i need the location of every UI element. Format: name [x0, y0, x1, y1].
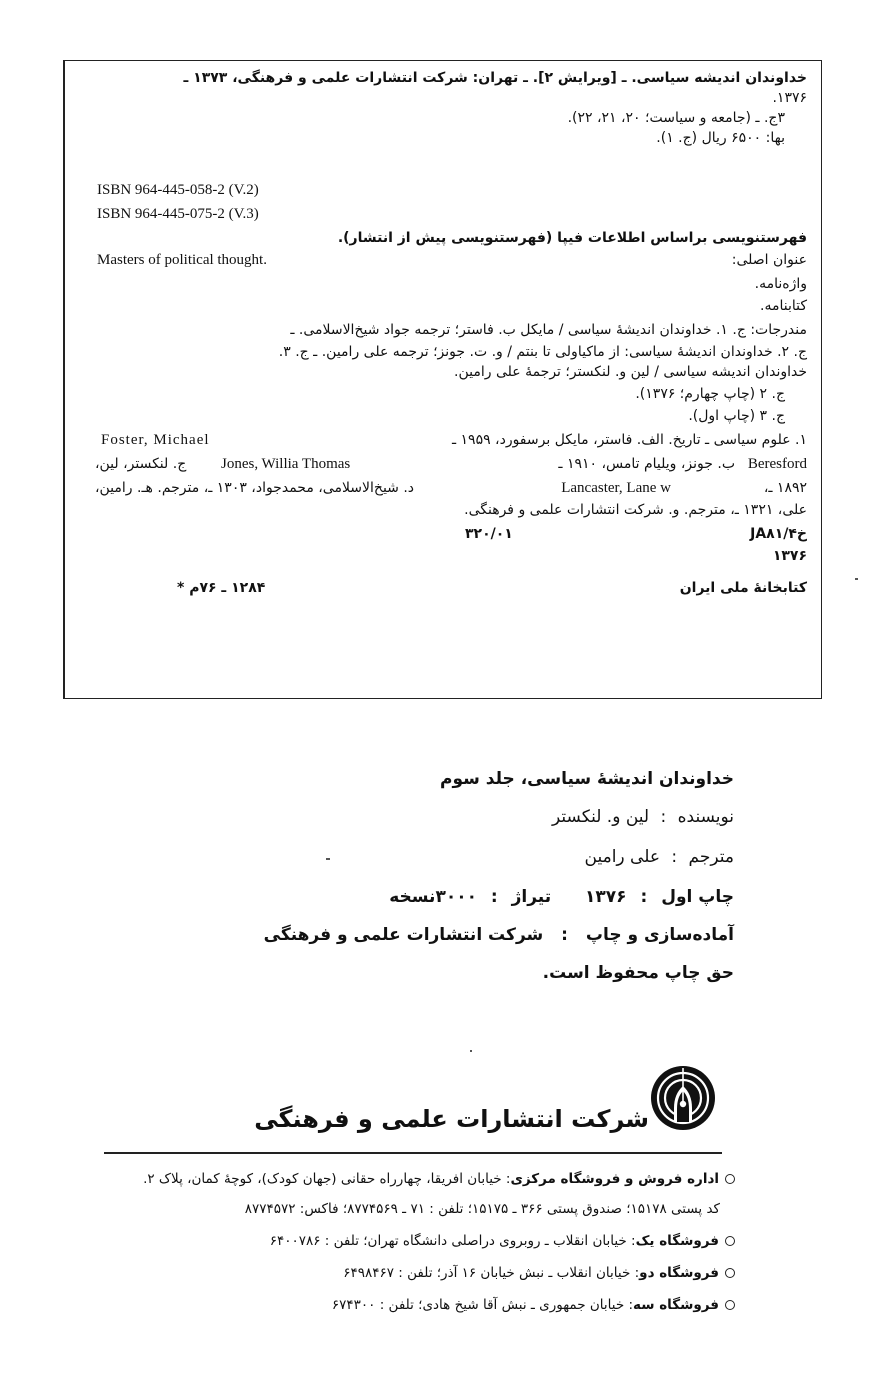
- subject-line2-fa-b: ج. لنکستر، لین،: [95, 456, 187, 472]
- contents-line1: مندرجات: ج. ۱. خداوندان اندیشهٔ سیاسی / مایکل ب. فاستر؛ ترجمه جواد شیخ‌الاسلامی. ـ: [290, 322, 807, 338]
- address-label: اداره فروش و فروشگاه مرکزی: [510, 1171, 719, 1187]
- colophon-title: خداوندان اندیشهٔ سیاسی، جلد سوم: [440, 769, 734, 789]
- bullet-icon: [725, 1174, 735, 1184]
- first-print-separator: :: [640, 887, 648, 907]
- scan-speck: [855, 578, 858, 580]
- scan-speck: [326, 858, 330, 860]
- production-row: [264, 924, 734, 946]
- subject-line1-fa: ۱. علوم سیاسی ـ تاریخ. الف. فاستر، مایکل برسفورد، ۱۹۵۹ ـ: [451, 432, 807, 448]
- cip-series: ۳ج. ـ (جامعه و سیاست؛ ۲۰، ۲۱، ۲۲).: [567, 110, 785, 126]
- subject-line2-en-b: Jones, Willia Thomas: [221, 456, 351, 472]
- dewey-number: ۳۲۰/۰۱: [465, 526, 513, 542]
- bullet-icon: [725, 1268, 735, 1278]
- scan-speck: [470, 1050, 472, 1052]
- address-label: فروشگاه دو: [639, 1265, 719, 1281]
- address-text: : خیابان افریقا، چهارراه حقانی (جهان کودک)، کوچهٔ کمان، پلاک ۲.: [143, 1171, 511, 1187]
- bullet-icon: [725, 1300, 735, 1310]
- pen-nib-circle-logo-icon: [650, 1064, 716, 1136]
- original-title-value: Masters of political thought.: [97, 252, 267, 268]
- subject-line4-fa: علی، ۱۳۲۱ ـ، مترجم. و. شرکت انتشارات علمی و فرهنگی.: [464, 502, 807, 518]
- cip-price: بها: ۶۵۰۰ ریال (ج. ۱).: [656, 130, 785, 146]
- publisher-divider: [104, 1152, 722, 1154]
- cip-heading-line2: .۱۳۷۶: [772, 90, 807, 106]
- national-library: کتابخانهٔ ملی ایران: [679, 580, 807, 596]
- address-text: : خیابان انقلاب ـ روبروی دراصلی دانشگاه تهران؛ تلفن : ۶۴۰۰۷۸۶: [269, 1233, 636, 1249]
- call-number: JA۸۱/۴خ: [750, 526, 807, 542]
- production-value: شرکت انتشارات علمی و فرهنگی: [263, 925, 544, 945]
- translator-value: علی رامین: [584, 847, 660, 867]
- copyright-notice: حق چاپ محفوظ است.: [542, 963, 734, 983]
- circulation-separator: :: [490, 887, 498, 907]
- bibliography-note: کتابنامه.: [760, 298, 807, 314]
- isbn-v3: ISBN 964-445-075-2 (V.3): [97, 206, 259, 222]
- address-text: : خیابان جمهوری ـ نبش آقا شیخ هادی؛ تلفن : ۶۷۴۳۰۰: [331, 1297, 634, 1313]
- edition-note-v2: ج. ۲ (چاپ چهارم؛ ۱۳۷۶).: [635, 386, 785, 402]
- address-label: فروشگاه سه: [633, 1297, 719, 1313]
- address-item-store-three: [332, 1296, 735, 1314]
- author-separator: :: [660, 807, 667, 827]
- call-year: ۱۳۷۶: [772, 548, 807, 564]
- contents-line2: ج. ۲. خداوندان اندیشهٔ سیاسی: از ماکیاولی تا بنتم / و. ت. جونز؛ ترجمه علی رامین. ـ ج. ۳.: [278, 344, 807, 360]
- publisher-name: شرکت انتشارات علمی و فرهنگی: [254, 1105, 649, 1133]
- isbn-v2: ISBN 964-445-058-2 (V.2): [97, 182, 259, 198]
- subject-line3-en: Lancaster, Lane w: [561, 480, 671, 496]
- translator-separator: :: [671, 847, 678, 867]
- print-row: [389, 886, 734, 908]
- author-label: نویسنده: [677, 807, 734, 827]
- translator-label: مترجم: [688, 847, 734, 867]
- first-print-label: چاپ اول: [661, 887, 734, 907]
- address-item-store-two: [343, 1264, 735, 1282]
- cip-heading-line1: خداوندان اندیشه سیاسی. ـ [ویرایش ۲]. ـ تهران: شرکت انتشارات علمی و فرهنگی، ۱۳۷۳ ـ: [183, 70, 807, 86]
- author-value: لین و. لنکستر: [552, 807, 650, 827]
- address-item-central-line2: کد پستی ۱۵۱۷۸؛ صندوق پستی ۳۶۶ ـ ۱۵۱۷۵؛ تلفن : ۷۱ ـ ۸۷۷۴۵۶۹؛ فاکس: ۸۷۷۴۵۷۲: [244, 1201, 720, 1217]
- record-number: ۱۲۸۴ ـ ۷۶م *: [177, 580, 266, 596]
- circulation-label: تیراژ: [511, 887, 552, 907]
- production-label: آماده‌سازی و چاپ: [585, 925, 734, 945]
- address-item-central: [143, 1170, 735, 1188]
- subject-line3-fa-a: ۱۸۹۲ ـ،: [763, 480, 807, 496]
- original-title-label: عنوان اصلی:: [731, 252, 807, 268]
- publisher-logo: [650, 1064, 716, 1136]
- author-row: [552, 806, 734, 828]
- fipa-note: فهرستنویسی براساس اطلاعات فیپا (فهرستنویسی پیش از انتشار).: [337, 230, 807, 246]
- contents-line3: خداوندان اندیشه سیاسی / لین و. لنکستر؛ ترجمهٔ علی رامین.: [454, 364, 807, 380]
- subject-line1-en: Foster, Michael: [101, 432, 210, 448]
- edition-note-v3: ج. ۳ (چاپ اول).: [688, 408, 785, 424]
- circulation-value: ۳۰۰۰نسخه: [389, 887, 477, 907]
- production-separator: :: [561, 925, 568, 945]
- address-text: : خیابان انقلاب ـ نبش خیابان ۱۶ آذر؛ تلفن : ۶۴۹۸۴۶۷: [343, 1265, 640, 1281]
- first-print-value: ۱۳۷۶: [585, 887, 627, 907]
- subject-line2-en-a: Beresford: [747, 456, 807, 472]
- glossary-note: واژه‌نامه.: [754, 276, 807, 292]
- cip-record-box: [63, 60, 822, 699]
- address-label: فروشگاه یک: [635, 1233, 719, 1249]
- address-item-store-one: [270, 1232, 735, 1250]
- subject-line2-fa-a: ب. جونز، ویلیام تامس، ۱۹۱۰ ـ: [558, 456, 735, 472]
- subject-line3-fa-b: د. شیخ‌الاسلامی، محمدجواد، ۱۳۰۳ ـ، مترجم. هـ. رامین،: [95, 480, 415, 496]
- translator-row: [585, 846, 734, 868]
- bullet-icon: [725, 1236, 735, 1246]
